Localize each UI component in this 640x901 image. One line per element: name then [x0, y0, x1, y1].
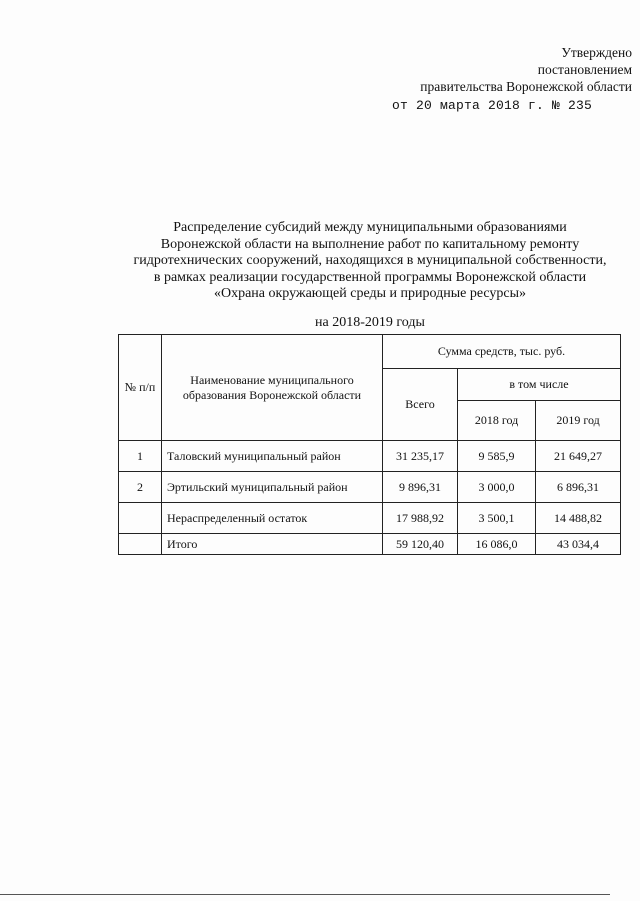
cell-num	[119, 503, 162, 534]
cell-name: Таловский муниципальный район	[162, 441, 383, 472]
subsidy-table	[118, 334, 621, 555]
cell-name: Нераспределенный остаток	[162, 503, 383, 534]
document-title	[110, 220, 630, 303]
cell-total: 17 988,92	[383, 503, 458, 534]
cell-total: 31 235,17	[383, 441, 458, 472]
cell-num: 1	[119, 441, 162, 472]
title-line: гидротехнических сооружений, находящихся в муниципальной собственности,	[133, 253, 607, 268]
cell-name: Эртильский муниципальный район	[162, 472, 383, 503]
approval-line: Утверждено	[561, 45, 632, 60]
cell-2018: 3 000,0	[458, 472, 536, 503]
header-num: № п/п	[119, 335, 162, 441]
header-name: Наименование муниципального образования Воронежской области	[162, 335, 383, 441]
table-header-row	[119, 335, 621, 369]
header-including: в том числе	[458, 369, 621, 401]
table-total-row	[119, 534, 621, 555]
scan-edge-line	[0, 894, 610, 895]
header-2019: 2019 год	[536, 401, 621, 441]
cell-num: 2	[119, 472, 162, 503]
cell-total: 9 896,31	[383, 472, 458, 503]
title-line: Распределение субсидий между муниципальными образованиями	[173, 220, 567, 235]
approval-line: постановлением	[537, 62, 632, 77]
title-line: Воронежской области на выполнение работ по капитальному ремонту	[160, 236, 580, 252]
document-period: на 2018-2019 годы	[315, 315, 425, 330]
table-row	[119, 441, 621, 472]
cell-2018: 3 500,1	[458, 503, 536, 534]
title-line: «Охрана окружающей среды и природные ресурсы»	[213, 286, 527, 301]
approval-block	[372, 44, 632, 114]
header-2018: 2018 год	[458, 401, 536, 441]
table-row	[119, 503, 621, 534]
table-row	[119, 472, 621, 503]
header-sum: Сумма средств, тыс. руб.	[383, 335, 621, 369]
title-line: в рамках реализации государственной программы Воронежской области	[153, 269, 587, 285]
cell-name: Итого	[162, 534, 383, 555]
cell-total: 59 120,40	[383, 534, 458, 555]
cell-2019: 6 896,31	[536, 472, 621, 503]
cell-num	[119, 534, 162, 555]
cell-2019: 43 034,4	[536, 534, 621, 555]
approval-date-stamp: от 20 марта 2018 г. № 235	[392, 98, 593, 113]
cell-2019: 21 649,27	[536, 441, 621, 472]
header-total: Всего	[383, 369, 458, 441]
cell-2019: 14 488,82	[536, 503, 621, 534]
cell-2018: 16 086,0	[458, 534, 536, 555]
cell-2018: 9 585,9	[458, 441, 536, 472]
approval-line: правительства Воронежской области	[420, 79, 632, 94]
